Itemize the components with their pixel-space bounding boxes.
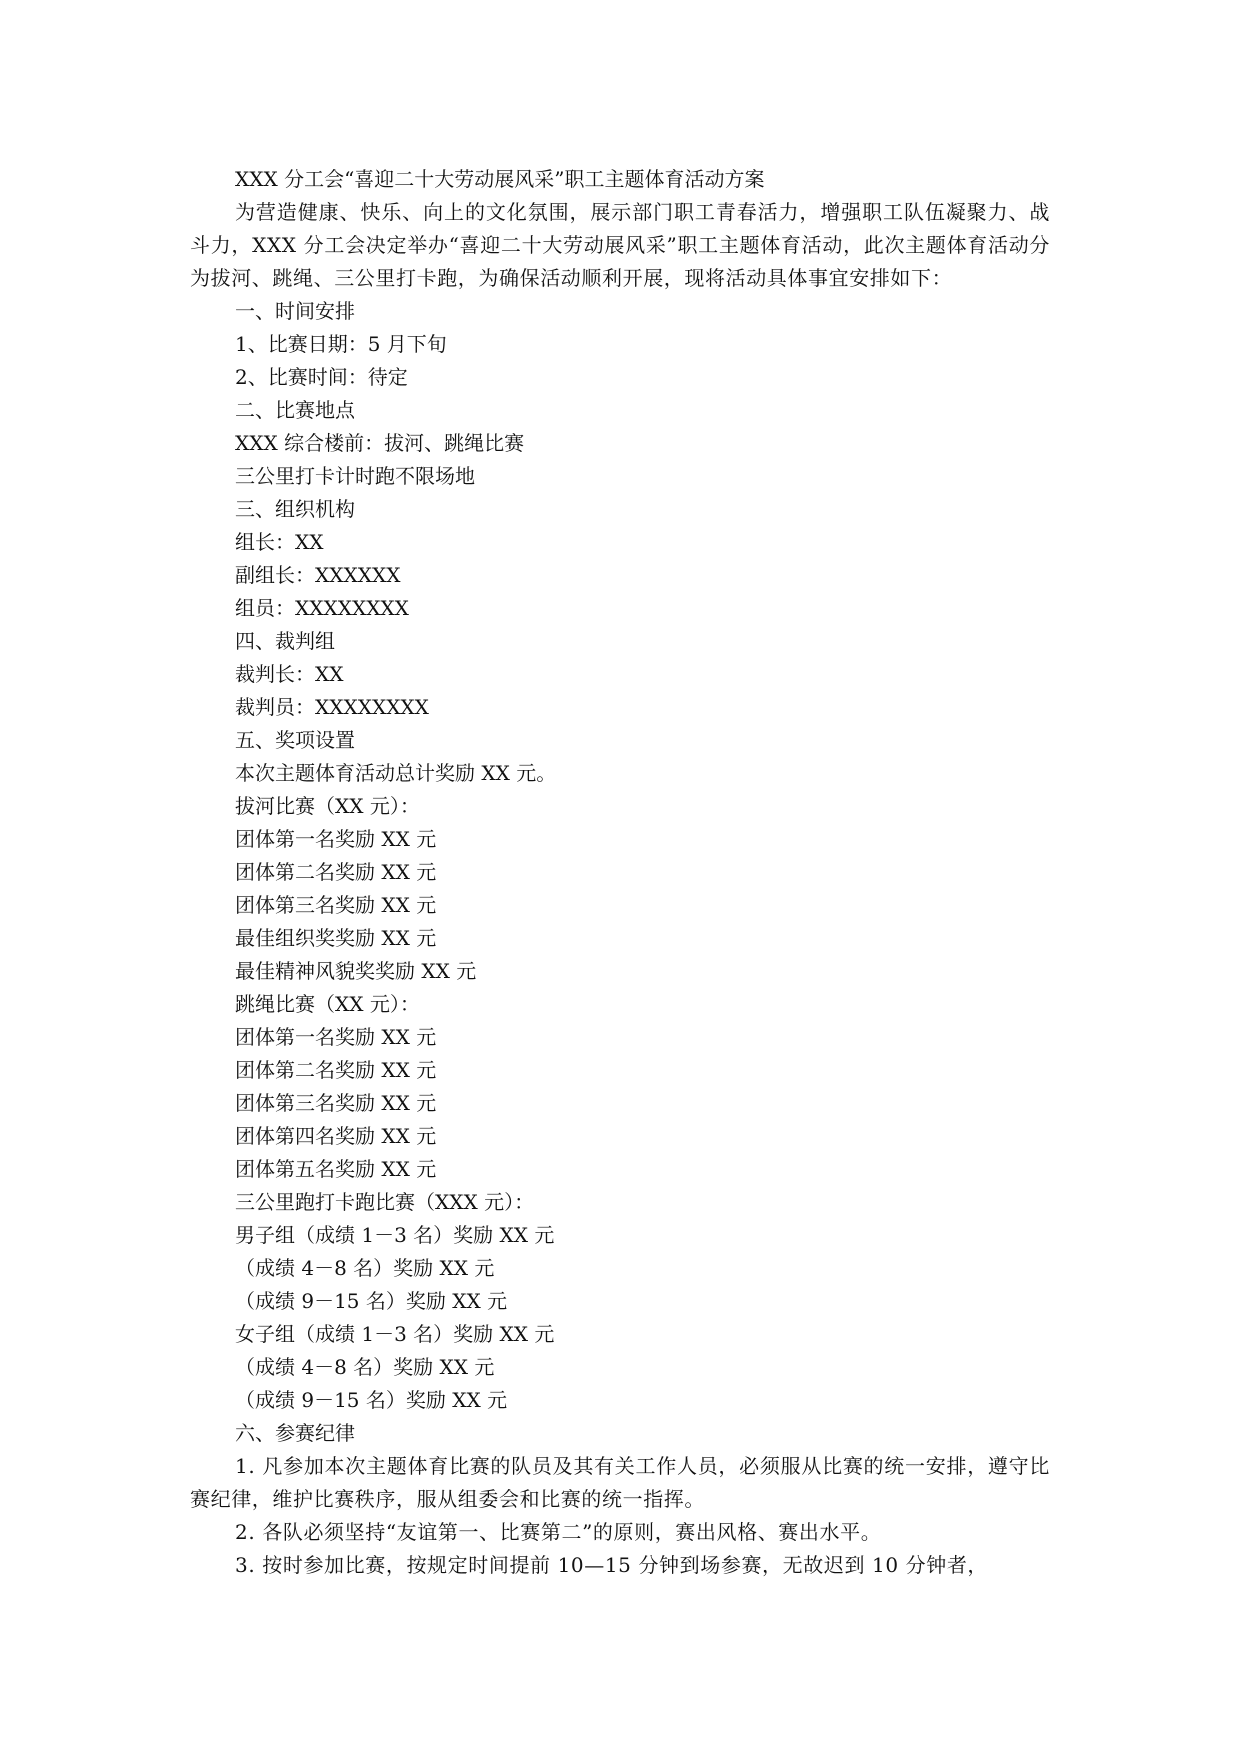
section-heading-discipline: 六、参赛纪律 [235, 1421, 355, 1445]
rule-paragraph: 3. 按时参加比赛，按规定时间提前 10—15 分钟到场参赛，无故迟到 10 分钟者， [235, 1553, 989, 1577]
text-line: 裁判员：XXXXXXXX [235, 695, 429, 719]
text-line: 团体第一名奖励 XX 元 [235, 827, 437, 851]
text-line: 三公里跑打卡跑比赛（XXX 元）： [235, 1190, 535, 1214]
text-line: （成绩 9－15 名）奖励 XX 元 [235, 1388, 508, 1412]
text-line: 团体第二名奖励 XX 元 [235, 1058, 437, 1082]
text-line: 团体第五名奖励 XX 元 [235, 1157, 437, 1181]
text-line: 2、比赛时间：待定 [235, 365, 408, 389]
section-heading-referees: 四、裁判组 [235, 629, 335, 653]
text-line: 最佳精神风貌奖奖励 XX 元 [235, 959, 477, 983]
text-line: 团体第一名奖励 XX 元 [235, 1025, 437, 1049]
rule-paragraph: 2. 各队必须坚持“友谊第一、比赛第二”的原则，赛出风格、赛出水平。 [235, 1520, 882, 1544]
section-heading-time: 一、时间安排 [235, 299, 355, 323]
intro-paragraph: 为营造健康、快乐、向上的文化氛围，展示部门职工青春活力，增强职工队伍凝聚力、战斗力，XXX 分工会决定举办“喜迎二十大劳动展风采”职工主题体育活动，此次主题体育活动分为拔河、跳绳、三公里打卡跑，为确保活动顺利开展，现将活动具体事宜安排如下： [190, 200, 1050, 290]
text-line: 三公里打卡计时跑不限场地 [235, 464, 475, 488]
text-line: 团体第四名奖励 XX 元 [235, 1124, 437, 1148]
text-line: 跳绳比赛（XX 元）： [235, 992, 420, 1016]
text-line: 男子组（成绩 1－3 名）奖励 XX 元 [235, 1223, 555, 1247]
text-line: 拔河比赛（XX 元）： [235, 794, 420, 818]
text-line: （成绩 4－8 名）奖励 XX 元 [235, 1355, 495, 1379]
section-heading-venue: 二、比赛地点 [235, 398, 355, 422]
text-line: 团体第三名奖励 XX 元 [235, 893, 437, 917]
text-line: 最佳组织奖奖励 XX 元 [235, 926, 437, 950]
text-line: 团体第三名奖励 XX 元 [235, 1091, 437, 1115]
text-line: 本次主题体育活动总计奖励 XX 元。 [235, 761, 557, 785]
text-line: 副组长：XXXXXX [235, 563, 401, 587]
text-line: 女子组（成绩 1－3 名）奖励 XX 元 [235, 1322, 555, 1346]
text-line: （成绩 9－15 名）奖励 XX 元 [235, 1289, 508, 1313]
text-line: （成绩 4－8 名）奖励 XX 元 [235, 1256, 495, 1280]
section-heading-organization: 三、组织机构 [235, 497, 355, 521]
text-line: XXX 综合楼前：拔河、跳绳比赛 [235, 431, 525, 455]
text-line: 裁判长：XX [235, 662, 344, 686]
text-line: 组员：XXXXXXXX [235, 596, 409, 620]
section-heading-awards: 五、奖项设置 [235, 728, 355, 752]
text-line: 1、比赛日期：5 月下旬 [235, 332, 447, 356]
document-title: XXX 分工会“喜迎二十大劳动展风采”职工主题体育活动方案 [235, 167, 765, 191]
text-line: 组长：XX [235, 530, 324, 554]
rule-paragraph: 1. 凡参加本次主题体育比赛的队员及其有关工作人员，必须服从比赛的统一安排，遵守比赛纪律，维护比赛秩序，服从组委会和比赛的统一指挥。 [190, 1454, 1050, 1511]
text-line: 团体第二名奖励 XX 元 [235, 860, 437, 884]
document-body [190, 163, 1050, 1582]
